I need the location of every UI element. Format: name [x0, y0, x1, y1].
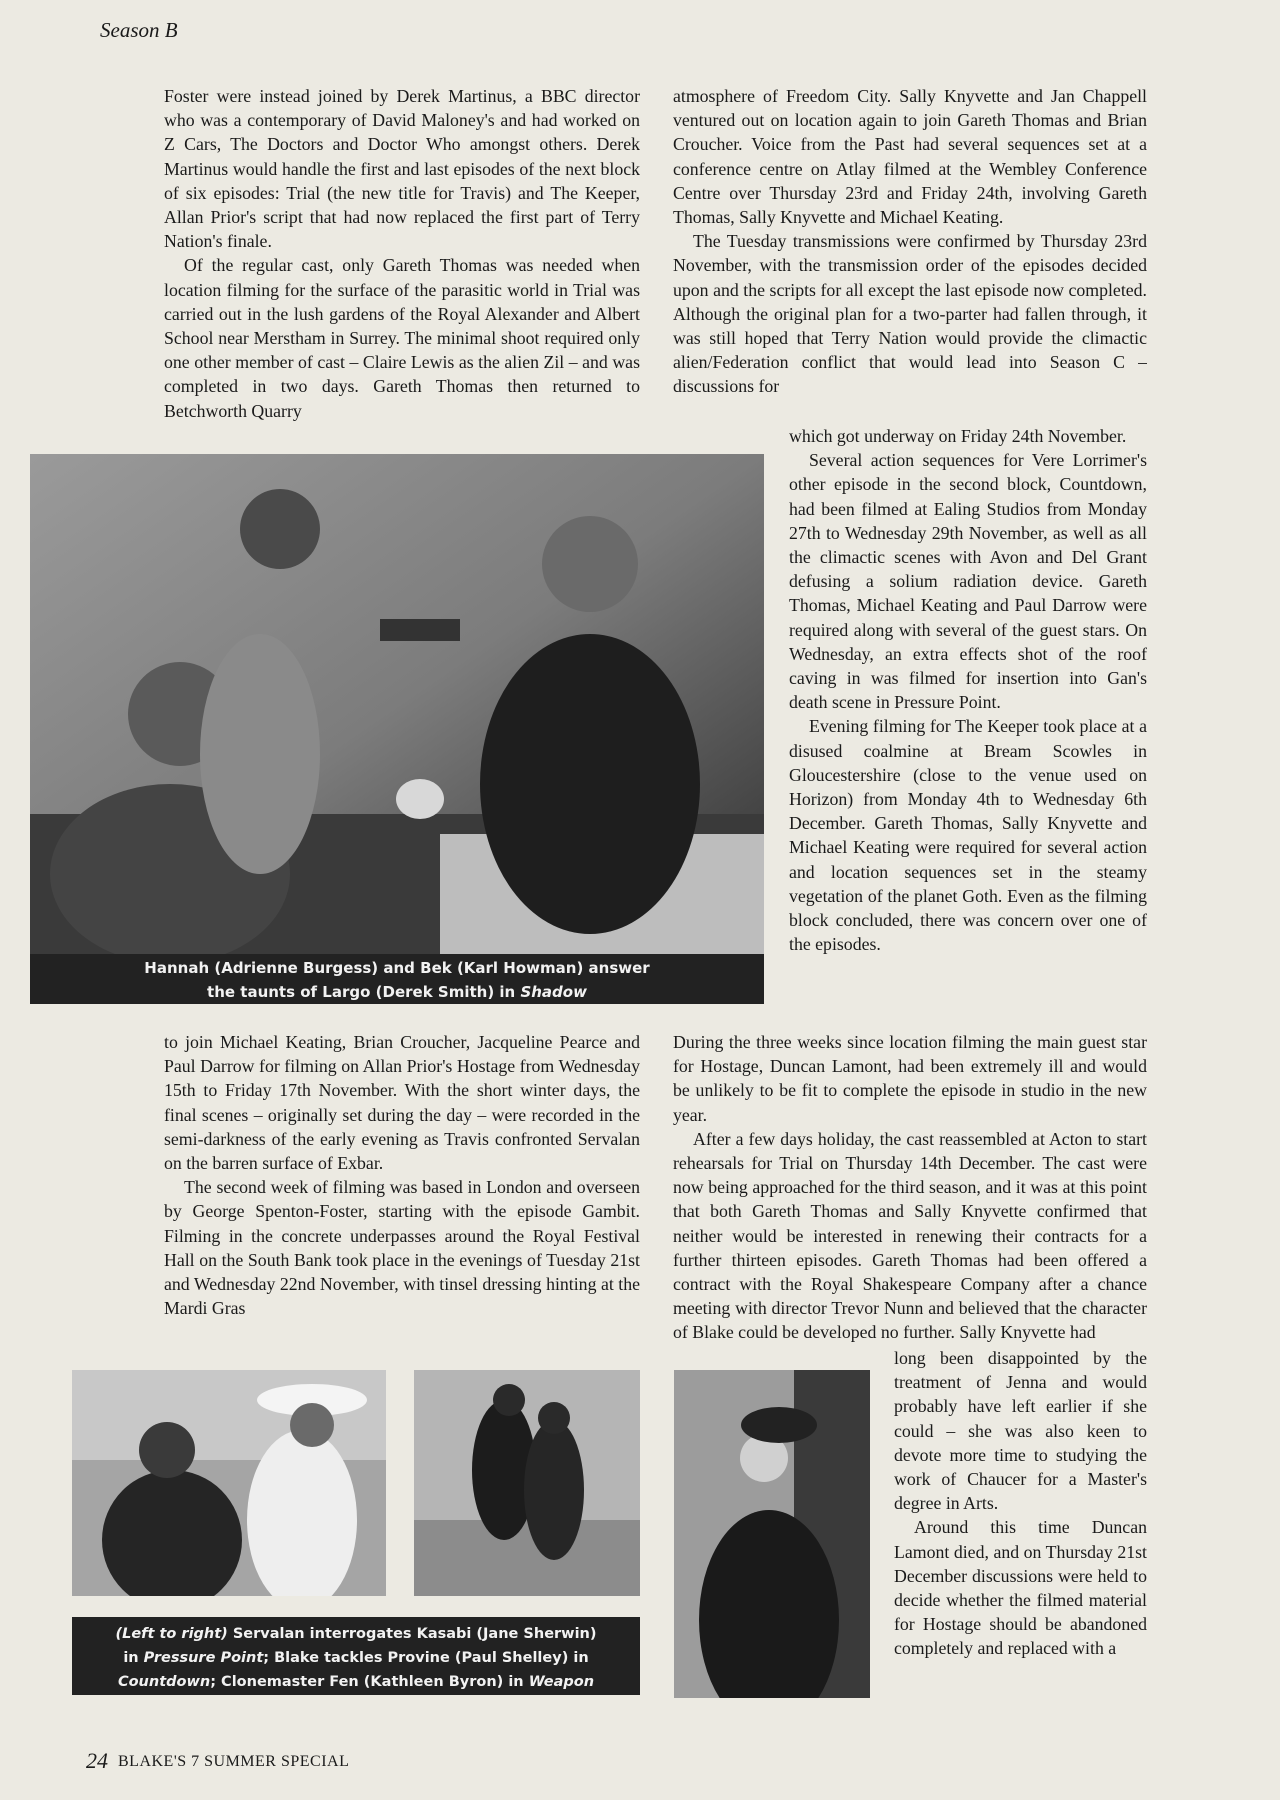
column-left-bottom	[164, 1030, 640, 1350]
caption-text: ; Clonemaster Fen (Kathleen Byron) in	[210, 1674, 524, 1690]
paragraph: to join Michael Keating, Brian Croucher, Jacqueline Pearce and Paul Darrow for filming on Allan Prior's Hostage from Wednesday 15th to Friday 17th November. With the short winter days, the final scenes – originally set during the day – were recorded in the semi-darkness of the early evening as Travis confronted Servalan on the barren surface of Exbar.	[164, 1032, 640, 1174]
caption-line	[30, 980, 764, 1004]
caption-text: in	[123, 1650, 139, 1666]
paragraph: The Tuesday transmissions were confirmed by Thursday 23rd November, with the transmission order of the episodes decided upon and the scripts for all except the last episode now completed. Although the original plan for a two-parter had fallen through, it was still hoped that Terry Nation would provide the climactic alien/Federation conflict that would lead into Season C – discussions for	[673, 231, 1147, 397]
caption-bottom	[72, 1617, 640, 1695]
column-right-top	[673, 84, 1147, 424]
caption-intro: (Left to right)	[115, 1626, 228, 1642]
paragraph: Evening filming for The Keeper took place at a disused coalmine at Bream Scowles in Gloucestershire (close to the venue used on Horizon) from Monday 4th to Wednesday 6th December. Gareth Thomas, Sally Knyvette and Michael Keating were required for several action and location sequences set in the steamy vegetation of the planet Goth. Even as the filming block concluded, there was concern over one of the episodes.	[789, 716, 1147, 955]
caption-text: ; Blake tackles Provine (Paul Shelley) in	[263, 1650, 589, 1666]
paragraph: Several action sequences for Vere Lorrimer's other episode in the second block, Countdown, had been filmed at Ealing Studios from Monday 27th to Wednesday 29th November, as well as all the climactic scenes with Avon and Del Grant defusing a solium radiation device. Gareth Thomas, Michael Keating and Paul Darrow were required along with several of the guest stars. On Wednesday, an extra effects shot of the roof caving in was filmed for insertion into Gan's death scene in Pressure Point.	[789, 450, 1147, 713]
paragraph: Around this time Duncan Lamont died, and on Thursday 21st December discussions were held to decide whether the filmed material for Hostage should be abandoned completely and replaced with a	[894, 1517, 1147, 1659]
paragraph: During the three weeks since location filming the main guest star for Hostage, Duncan Lamont, had been extremely ill and would be unlikely to be fit to complete the episode in studio in the new year.	[673, 1032, 1147, 1125]
caption-text: the taunts of Largo (Derek Smith) in	[207, 983, 516, 1001]
caption-shadow	[30, 954, 764, 1004]
paragraph: atmosphere of Freedom City. Sally Knyvette and Jan Chappell ventured out on location again to join Gareth Thomas and Brian Croucher. Voice from the Past had several sequences set at a conference centre on Atlay filmed at the Wembley Conference Centre over Thursday 23rd and Friday 24th, involving Gareth Thomas, Sally Knyvette and Michael Keating.	[673, 86, 1147, 228]
photo-pressure-point	[72, 1370, 386, 1596]
paragraph: which got underway on Friday 24th November.	[789, 426, 1127, 446]
photo-weapon	[674, 1370, 870, 1698]
paragraph: After a few days holiday, the cast reassembled at Acton to start rehearsals for Trial on Thursday 14th December. The cast were now being approached for the third season, and it was at this point that both Gareth Thomas and Sally Knyvette confirmed that neither would be interested in renewing their contracts for a further thirteen episodes. Gareth Thomas had been offered a contract with the Royal Shakespeare Company after a chance meeting with director Trevor Nunn and believed that the character of Blake could be developed no further. Sally Knyvette had	[673, 1128, 1147, 1343]
paragraph: long been disappointed by the treatment of Jenna and would probably have left earlier if she could – she was also keen to devote more time to studying the work of Chaucer for a Master's degree in Arts.	[894, 1348, 1147, 1514]
column-left-top	[164, 84, 640, 424]
photo-shadow	[30, 454, 764, 954]
caption-episode-title: Countdown	[117, 1674, 211, 1690]
column-right-narrow	[789, 424, 1147, 1030]
caption-episode-title: Pressure Point	[143, 1650, 264, 1666]
caption-line	[72, 1646, 640, 1670]
page-number: 24	[86, 1748, 108, 1773]
caption-line: Hannah (Adrienne Burgess) and Bek (Karl Howman) answer	[144, 959, 650, 977]
paragraph: Foster were instead joined by Derek Martinus, a BBC director who was a contemporary of David Maloney's and had worked on Z Cars, The Doctors and Doctor Who amongst others. Derek Martinus would handle the first and last episodes of the next block of six episodes: Trial (the new title for Travis) and The Keeper, Allan Prior's script that had now replaced the first part of Terry Nation's finale.	[164, 86, 640, 252]
caption-episode-title: Shadow	[520, 983, 587, 1001]
magazine-title: BLAKE'S 7 SUMMER SPECIAL	[118, 1753, 350, 1770]
caption-episode-title: Weapon	[528, 1674, 595, 1690]
paragraph: Of the regular cast, only Gareth Thomas was needed when location filming for the surface of the parasitic world in Trial was carried out in the lush gardens of the Royal Alexander and Albert School near Merstham in Surrey. The minimal shoot required only one other member of cast – Claire Lewis as the alien Zil – and was completed in two days. Gareth Thomas then returned to Betchworth Quarry	[164, 255, 640, 421]
caption-line	[72, 1622, 640, 1646]
section-header: Season B	[100, 18, 178, 42]
paragraph: The second week of filming was based in London and overseen by George Spenton-Foster, starting with the episode Gambit. Filming in the concrete underpasses around the Royal Festival Hall on the South Bank took place in the evenings of Tuesday 21st and Wednesday 22nd November, with tinsel dressing hinting at the Mardi Gras	[164, 1177, 640, 1319]
caption-text: Servalan interrogates Kasabi (Jane Sherwin)	[232, 1626, 597, 1642]
column-right-middle	[673, 1030, 1147, 1350]
caption-line	[72, 1670, 640, 1694]
column-right-bottom	[894, 1346, 1147, 1690]
photo-countdown	[414, 1370, 640, 1596]
